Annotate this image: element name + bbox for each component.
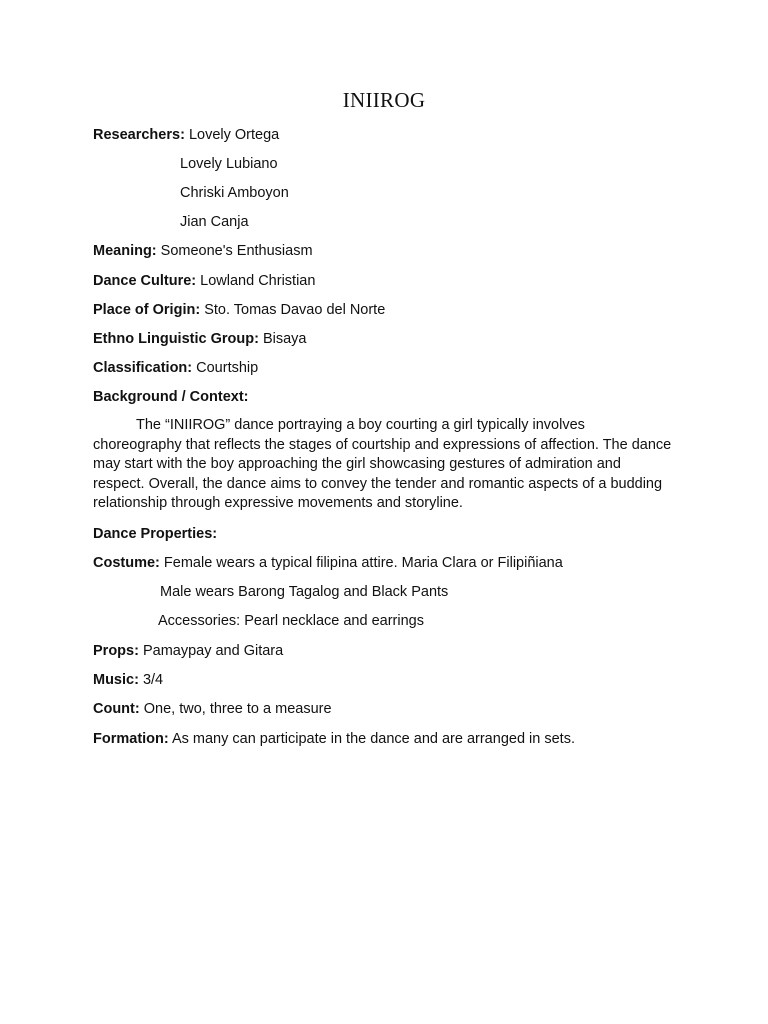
formation-value: As many can participate in the dance and are arranged in sets.	[171, 731, 575, 747]
meaning-row	[93, 242, 313, 260]
props-row	[93, 642, 283, 660]
costume-label: Costume:	[93, 555, 160, 571]
props-value: Pamaypay and Gitara	[142, 643, 284, 659]
formation-label: Formation:	[93, 731, 169, 747]
background-heading	[93, 388, 248, 406]
costume-row	[93, 554, 563, 572]
researcher-name: Chriski Amboyon	[180, 185, 289, 201]
researcher-name: Lovely Lubiano	[180, 156, 278, 172]
background-label: Background / Context:	[93, 389, 249, 405]
costume-male: Male wears Barong Tagalog and Black Pants	[160, 584, 449, 600]
costume-accessories: Accessories: Pearl necklace and earrings	[158, 613, 424, 629]
music-label: Music:	[93, 672, 139, 688]
music-value: 3/4	[142, 672, 164, 688]
meaning-label: Meaning:	[93, 243, 157, 259]
ethno-group-row	[93, 330, 306, 348]
count-row	[93, 700, 332, 718]
classification-value: Courtship	[196, 360, 259, 376]
count-value: One, two, three to a measure	[143, 701, 332, 717]
dance-culture-row	[93, 272, 315, 290]
formation-row	[93, 730, 575, 748]
document-title: INIIROG	[342, 88, 426, 112]
count-label: Count:	[93, 701, 140, 717]
costume-female: Female wears a typical filipina attire. Maria Clara or Filipiñiana	[163, 555, 563, 571]
researcher-name: Lovely Ortega	[188, 127, 280, 143]
ethno-group-value: Bisaya	[262, 331, 307, 347]
ethno-group-label: Ethno Linguistic Group:	[93, 331, 259, 347]
dance-properties-label: Dance Properties:	[93, 526, 218, 542]
place-of-origin-value: Sto. Tomas Davao del Norte	[204, 302, 386, 318]
place-of-origin-row	[93, 301, 385, 319]
dance-culture-value: Lowland Christian	[200, 273, 316, 289]
dance-properties-heading	[93, 525, 217, 543]
researchers-row	[93, 126, 279, 144]
music-row	[93, 671, 163, 689]
props-label: Props:	[93, 643, 139, 659]
place-of-origin-label: Place of Origin:	[93, 302, 201, 318]
background-paragraph: The “INIIROG” dance portraying a boy courting a girl typically involves choreography that reflects the stages of courtship and expressions of affection. The dance may start with the boy approaching the girl showcasing gestures of admiration and respect. Overall, the dance aims to convey the tender and romantic aspects of a budding relationship through expressive movements and storyline.	[93, 417, 672, 511]
dance-culture-label: Dance Culture:	[93, 273, 197, 289]
classification-row	[93, 359, 258, 377]
classification-label: Classification:	[93, 360, 193, 376]
meaning-value: Someone's Enthusiasm	[160, 243, 313, 259]
researchers-label: Researchers:	[93, 127, 185, 143]
researcher-name: Jian Canja	[180, 214, 249, 230]
